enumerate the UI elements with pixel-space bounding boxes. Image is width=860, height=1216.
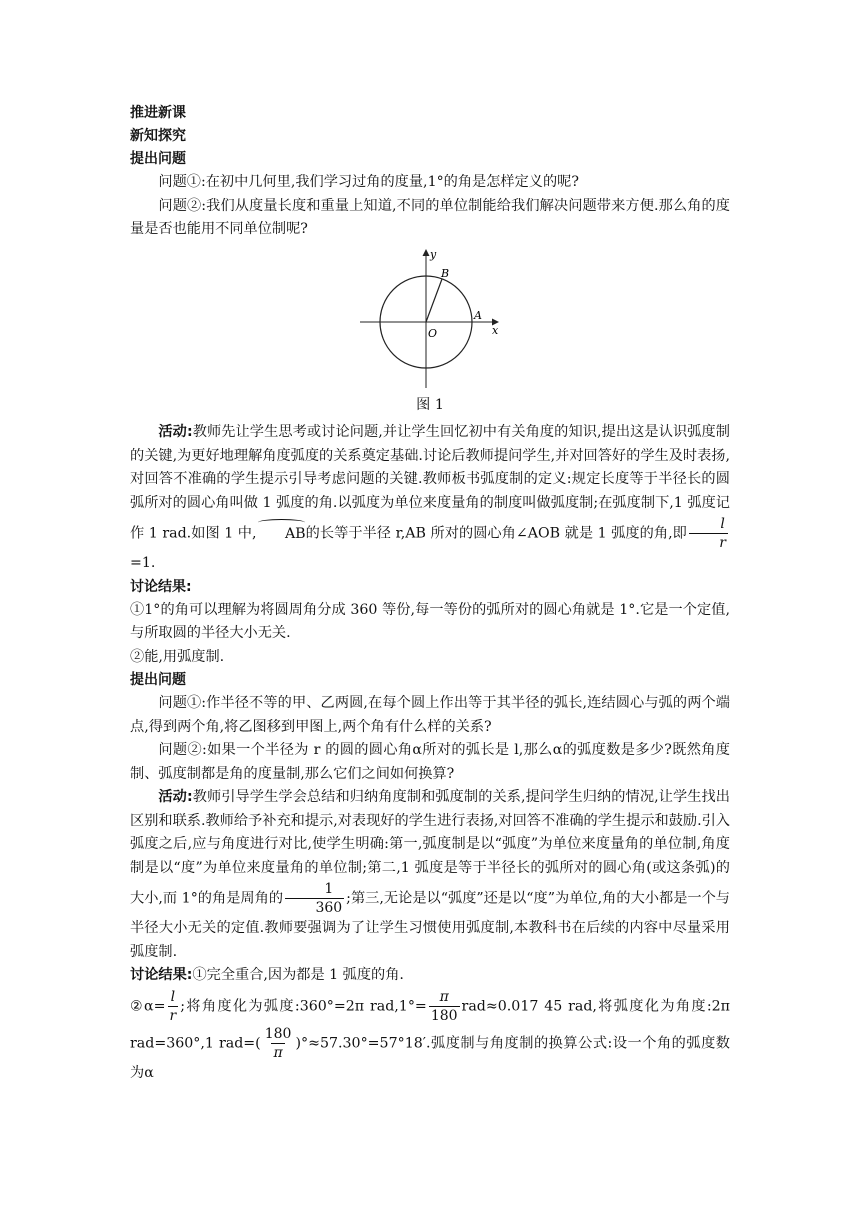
activity-2-text: 教师引导学生学会总结和归纳角度制和弧度制的关系,提问学生归纳的情况,让学生找出区别和联系.教师给予补充和提示,对表现好的学生进行表扬,对回答不准确的学生提示和鼓励.引入弧度之后,应与角度进行对比,使学生明确:第一,弧度制是以“弧度”为单位来度量角的单位制,角度制是以“度”为单位来度量角的单位制;第二,1 弧度是等于半径长的弧所对的圆心角(或这条弧)的大小,而 1°的角是周角的 <box>130 789 730 907</box>
formula-part-4: )°≈57.30°=57°18′.弧度制与角度制的换算公式:设一个角的弧度数为α <box>130 1035 730 1081</box>
label-x: x <box>492 323 499 337</box>
heading-explore: 新知探究 <box>130 128 186 144</box>
label-y: y <box>430 247 437 261</box>
fraction-numerator: l <box>170 988 176 1005</box>
result-2-text: ①完全重合,因为都是 1 弧度的角. <box>192 967 404 983</box>
activity-1-text: 教师先让学生思考或讨论问题,并让学生回忆初中有关角度的知识,提出这是认识弧度制的关键,为更好地理解角度弧度的关系奠定基础.讨论后教师提问学生,并对回答好的学生及时表扬,对回答不准确的学生提示引导考虑问题的关键.教师板书弧度制的定义:规定长度等于半径长的圆弧所对的圆心角叫做 1 弧度的角.以弧度为单位来度量角的制度叫做弧度制;在弧度制下,1 弧度记作 1 rad.如图 1 中, <box>130 424 730 542</box>
radius-ob <box>426 279 442 322</box>
formula-part-2: ;将角度化为弧度:360°=2π rad,1°= <box>180 998 427 1014</box>
fraction-numerator: π <box>439 988 449 1005</box>
fraction-l-over-r <box>689 515 728 552</box>
fraction-denominator: 180 <box>430 1007 458 1024</box>
fraction-l-over-r <box>168 988 179 1025</box>
figure-caption: 图 1 <box>416 396 444 413</box>
fraction-pi-over-180 <box>429 988 460 1025</box>
arc-ab: AB <box>257 523 306 547</box>
question-2-2: 问题②:如果一个半径为 r 的圆的圆心角α所对的弧长是 l,那么α的弧度数是多少?既然角度制、弧度制都是角的度量制,那么它们之间如何换算? <box>130 742 730 782</box>
fraction-denominator: 360 <box>285 898 344 917</box>
heading-raise-question-1: 提出问题 <box>130 151 186 167</box>
formula-part-3: rad≈0.017 45 rad,将弧度化为角度:2π rad=360°,1 rad=( <box>130 998 730 1051</box>
result-2-item-1 <box>130 964 730 988</box>
activity-2-text-b: ;第三,无论是以“弧度”还是以“度”为单位,角的大小都是一个与半径大小无关的定值.教师要强调为了让学生习惯使用弧度制,本教科书在后续的内容中尽量采用弧度制. <box>130 890 730 960</box>
figure-1 <box>130 244 730 392</box>
question-1: 问题①:在初中几何里,我们学习过角的度量,1°的角是怎样定义的呢? <box>158 174 579 190</box>
question-2: 问题②:我们从度量长度和重量上知道,不同的单位制能给我们解决问题带来方便.那么角的度量是否也能用不同单位制呢? <box>130 197 730 237</box>
activity-1-text-c: =1. <box>130 555 156 571</box>
fraction-numerator: l <box>720 516 725 532</box>
result-1-item-2: ②能,用弧度制. <box>130 648 225 665</box>
activity-label: 活动: <box>158 789 193 805</box>
fraction-denominator: r <box>689 533 728 552</box>
heading-new-lesson: 推进新课 <box>130 105 186 121</box>
label-o: O <box>428 326 438 340</box>
unit-circle-diagram <box>358 244 508 390</box>
question-2-1: 问题①:作半径不等的甲、乙两圆,在每个圆上作出等于其半径的弧长,连结圆心与弧的两个端点,得到两个角,将乙图移到甲图上,两个角有什么样的关系? <box>130 695 730 735</box>
activity-1 <box>130 421 730 576</box>
activity-2 <box>130 786 730 964</box>
document-page <box>130 102 730 1085</box>
fraction-1-over-360 <box>285 880 344 917</box>
fraction-numerator: 1 <box>324 881 334 897</box>
fraction-denominator: π <box>273 1044 283 1061</box>
label-b: B <box>441 266 450 280</box>
fraction-denominator: r <box>169 1007 177 1024</box>
discussion-result-label: 讨论结果: <box>130 967 193 983</box>
activity-1-text-b: 的长等于半径 r,AB 所对的圆心角∠AOB 就是 1 弧度的角,即 <box>305 525 687 542</box>
result-2-item-2 <box>130 988 730 1086</box>
fraction-180-over-pi <box>263 1025 294 1062</box>
label-a: A <box>474 308 482 322</box>
fraction-numerator: 180 <box>264 1025 292 1042</box>
result-1-item-1: ①1°的角可以理解为将圆周角分成 360 等份,每一等份的弧所对的圆心角就是 1°.它是一个定值,与所取圆的半径大小无关. <box>130 601 730 641</box>
formula-part-1: ②α= <box>130 998 166 1014</box>
heading-discussion-result-1: 讨论结果: <box>130 578 192 595</box>
heading-raise-question-2: 提出问题 <box>130 672 186 688</box>
activity-label: 活动: <box>158 424 193 440</box>
